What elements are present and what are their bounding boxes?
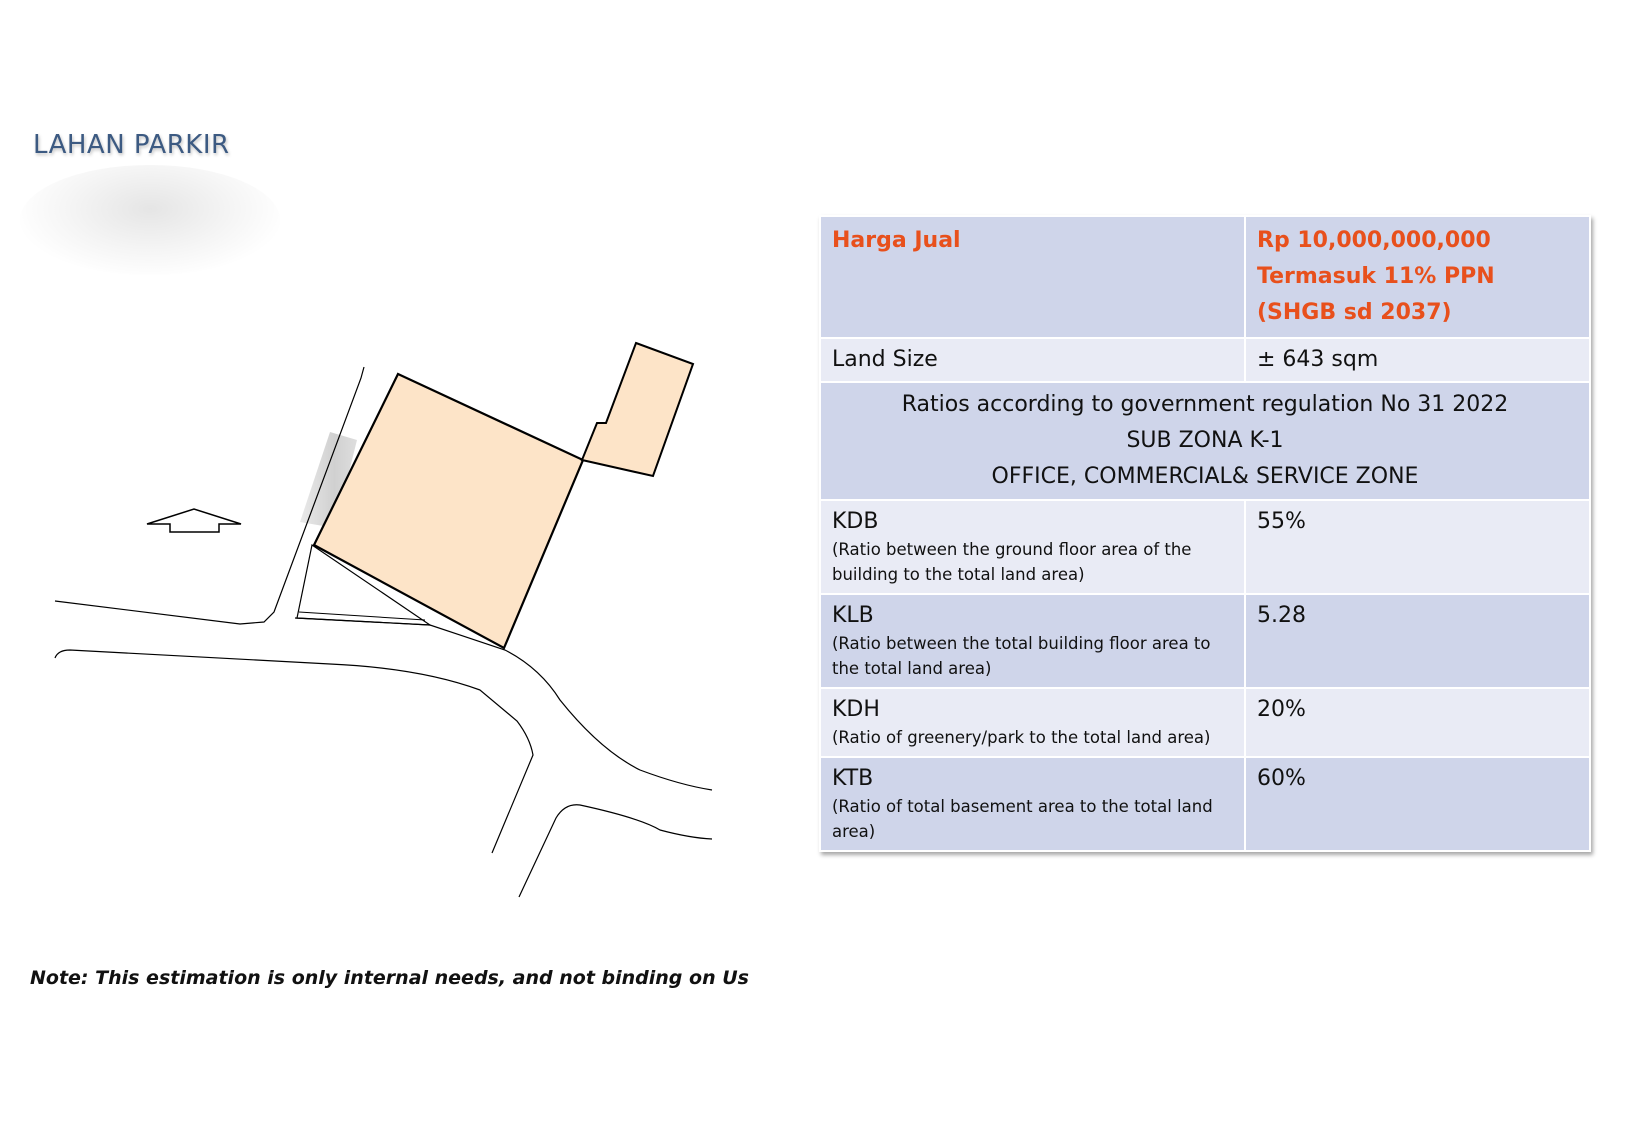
ktb-row — [820, 757, 1590, 851]
ktb-label-cell — [820, 757, 1245, 851]
arrow-icon — [147, 509, 241, 532]
road-edge-upper — [55, 650, 533, 853]
regulation-title: Ratios according to government regulation No 31 2022 — [901, 392, 1509, 417]
klb-label-cell — [820, 594, 1245, 688]
klb-value-cell — [1245, 594, 1590, 688]
kdb-label-cell — [820, 500, 1245, 594]
kdb-row — [820, 500, 1590, 594]
price-label: Harga Jual — [832, 228, 961, 253]
klb-label: KLB — [832, 603, 874, 628]
kdh-value: 20% — [1257, 697, 1306, 722]
kdh-value-cell — [1245, 688, 1590, 757]
kdb-description: (Ratio between the ground floor area of the building to the total land area) — [832, 540, 1192, 584]
klb-row — [820, 594, 1590, 688]
regulation-zone: SUB ZONA K-1 — [1126, 428, 1284, 453]
regulation-row — [820, 382, 1590, 500]
price-row — [820, 216, 1590, 338]
ktb-label: KTB — [832, 766, 874, 791]
price-label-cell — [820, 216, 1245, 338]
price-value-cell — [1245, 216, 1590, 338]
kdh-label: KDH — [832, 697, 880, 722]
price-title-note: (SHGB sd 2037) — [1257, 300, 1452, 325]
land-size-value: ± 643 sqm — [1257, 347, 1379, 372]
ktb-value: 60% — [1257, 766, 1306, 791]
ktb-value-cell — [1245, 757, 1590, 851]
left-boundary-line — [55, 367, 364, 624]
main-plot — [314, 374, 583, 648]
secondary-plot — [582, 343, 693, 476]
land-size-value-cell — [1245, 338, 1590, 382]
page-title: LAHAN PARKIR — [33, 130, 230, 160]
price-tax-note: Termasuk 11% PPN — [1257, 264, 1495, 289]
kdh-row — [820, 688, 1590, 757]
land-size-row — [820, 338, 1590, 382]
land-size-label-cell — [820, 338, 1245, 382]
disclaimer-note: Note: This estimation is only internal needs, and not binding on Us — [30, 967, 749, 989]
klb-description: (Ratio between the total building floor area to the total land area) — [832, 634, 1211, 678]
kdb-value-cell — [1245, 500, 1590, 594]
kdb-value: 55% — [1257, 509, 1306, 534]
regulation-cell — [820, 382, 1590, 500]
price-value: Rp 10,000,000,000 — [1257, 228, 1491, 253]
regulation-zone-type: OFFICE, COMMERCIAL& SERVICE ZONE — [991, 464, 1419, 489]
land-size-label: Land Size — [832, 347, 938, 372]
road-edge-right — [519, 805, 712, 897]
kdh-description: (Ratio of greenery/park to the total land area) — [832, 728, 1211, 747]
klb-value: 5.28 — [1257, 603, 1306, 628]
kdb-label: KDB — [832, 509, 879, 534]
site-plan — [0, 0, 760, 1000]
ktb-description: (Ratio of total basement area to the total land area) — [832, 797, 1213, 841]
kdh-label-cell — [820, 688, 1245, 757]
property-info-table — [819, 215, 1591, 852]
